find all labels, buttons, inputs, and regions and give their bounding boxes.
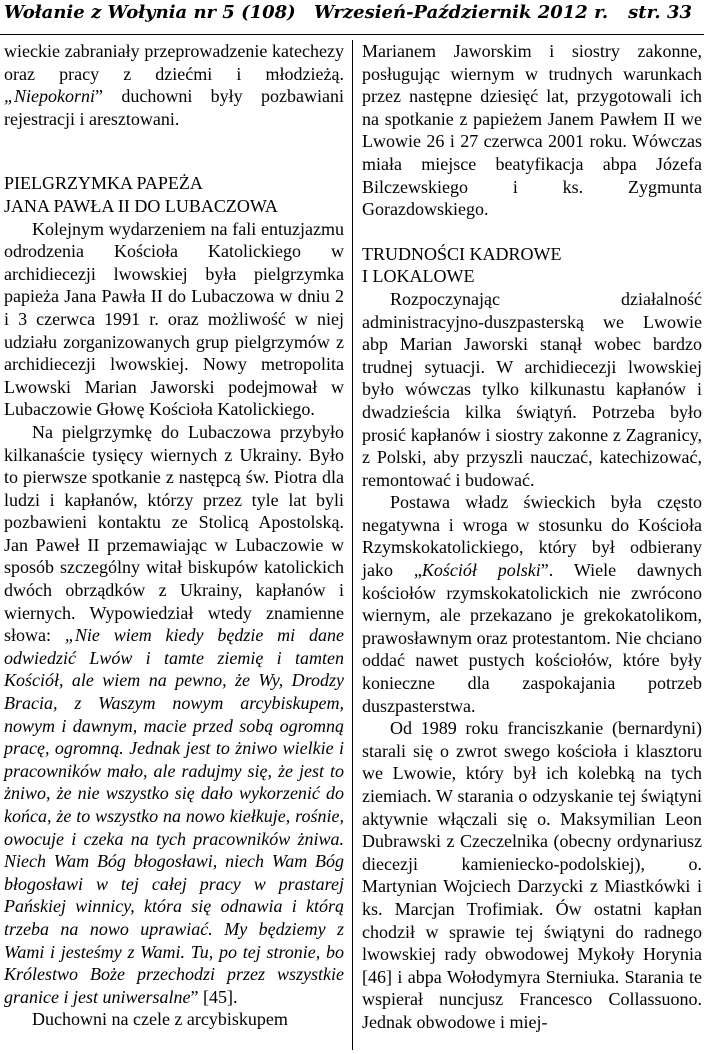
paragraph: Postawa władz świeckich była często negatywna i wroga w stosunku do Kościoła Rzymskokatolickiego, który był odbierany jako „Kościół polski”. Wiele dawnych kościołów rzymskokatolickich nie zwrócono wiernym, ale przekazano je grekokatolikom, prawosławnym oraz protestantom. Nie chciano oddać nawet pustych kościołów, które były konieczne dla zaspokajania potrzeb duszpasterstwa. (362, 492, 702, 716)
section-heading: TRUDNOŚCI KADROWE I LOKALOWE (362, 243, 562, 287)
spacer (362, 221, 702, 243)
spacer (4, 152, 344, 172)
paragraph: Od 1989 roku franciszkanie (bernardyni) starali się o zwrot swego kościoła i klasztoru we Lwowie, który był ich kolebką na tych ziemiach. W starania o odzyskanie tej świątyni aktywnie włączali się o. Maksymilian Leon Dubrawski z Czeczelnika (obecny ordynariusz diecezji kamieniecko-podolskiej), o. Martynian Wojciech Darzycki z Miastkówki i ks. Marcjan Trofimiak. Ów ostatni kapłan chodził w sprawie tej świątyni do radnego lwowskiej rady obwodowej Mykoły Horynia [46] i abpa Wołodymyra Sterniuka. Starania te wspierał nuncjusz Francesco Collassuono. Jednak obwodowe i miej- (362, 718, 702, 1032)
papal-quote: „Nie wiem kiedy będzie mi dane odwiedzić Lwów i tamte ziemię i tamten Kościół, ale wiem na pewno, że Wy, Drodzy Bracia, z Waszym nowym arcybiskupem, nowym i dawnym, macie przed sobą ogromną pracę, ogromną. Jednak jest to żniwo wielkie i pracowników mało, ale radujmy się, że jest to żniwo, że nie wszystko się dało wykorzenić do końca, że to wszystko na nowo kiełkuje, rośnie, owocuje i czeka na tych pracowników żniwa. Niech Wam Bóg błogosławi, niech Wam Bóg błogosławi w tej całej pracy w prastarej Pańskiej winnicy, która się odnawia i którą trzeba na nowo uprawiać. My będziemy z Wami i jesteśmy z Wami. Tu, po tej stronie, bo Królestwo Boże przechodzi przez wszystkie granice i jest uniwersalne (4, 625, 344, 1007)
column-divider (352, 40, 353, 1050)
right-column (362, 40, 702, 1034)
page-number: str. 33 (628, 2, 692, 23)
paragraph: Duchowni na czele z arcybiskupem (32, 1009, 288, 1030)
paragraph-continuation: Marianem Jaworskim i siostry zakonne, posługując wiernym w trudnych warunkach przez następne dziesięć lat, przygotowali ich na spotkanie z papieżem Janem Pawłem II we Lwowie 26 i 27 czerwca 2001 roku. Wówczas miała miejsce beatyfikacja abpa Józefa Bilczewskiego i ks. Zygmunta Gorazdowskiego. (362, 41, 702, 220)
publication-title: Wołanie z Wołynia nr 5 (108) (4, 2, 296, 23)
paragraph-continuation: wieckie zabraniały przeprowadzenie katechezy oraz pracy z dziećmi i młodzieżą. „Niepokorni” duchowni były pozbawiani rejestracji i aresztowani. (4, 41, 344, 129)
issue-date: Wrzesień-Październik 2012 r. (314, 2, 609, 23)
paragraph: Rozpoczynając działalność administracyjno-duszpasterską we Lwowie abp Marian Jaworski stanął wobec bardzo trudnej sytuacji. W archidiecezji lwowskiej było wówczas tylko kilkunastu kapłanów i dwadzieścia kilka świątyń. Potrzeba było prosić kapłanów i siostry zakonne z Zagranicy, z Polski, aby przyszli nauczać, katechizować, remontować i budować. (362, 288, 702, 490)
spacer (4, 130, 344, 152)
paragraph: Kolejnym wydarzeniem na fali entuzjazmu odrodzenia Kościoła Katolickiego w archidiecezji lwowskiej była pielgrzymka papieża Jana Pawła II do Lubaczowa w dniu 2 i 3 czerwca 1991 r. oraz możliwość w niej udziału zorganizowanych grup pielgrzymów z archidiecezji lwowskiej. Nowy metropolita Lwowski Marian Jaworski podejmował w Lubaczowie Głowę Kościoła Katolickiego. (4, 218, 344, 420)
paragraph-with-quote: Na pielgrzymkę do Lubaczowa przybyło kilkanaście tysięcy wiernych z Ukrainy. Było to pierwsze spotkanie z następcą św. Piotra dla ludzi i kapłanów, którzy przez tyle lat byli pozbawieni kontaktu ze Stolicą Apostolską. Jan Paweł II przemawiając w Lubaczowie w sposób szczególny witał biskupów katolickich dwóch obrządków z Ukrainy, kapłanów i wiernych. Wypowiedział wtedy znamienne słowa: „Nie wiem kiedy będzie mi dane odwiedzić Lwów i tamte ziemię i tamten Kościół, ale wiem na pewno, że Wy, Drodzy Bracia, z Waszym nowym arcybiskupem, nowym i dawnym, macie przed sobą ogromną pracę, ogromną. Jednak jest to żniwo wielkie i pracowników mało, ale radujmy się, że jest to żniwo, że nie wszystko się dało wykorzenić do końca, że to wszystko na nowo kiełkuje, rośnie, owocuje i czeka na tych pracowników żniwa. Niech Wam Bóg błogosławi, niech Wam Bóg błogosławi w tej całej pracy w prastarej Pańskiej winnicy, która się odnawia i którą trzeba na nowo uprawiać. My będziemy z Wami i jesteśmy z Wami. Tu, po tej stronie, bo Królestwo Boże przechodzi przez wszystkie granice i jest uniwersalne” [45]. (4, 421, 344, 1007)
page-header (0, 0, 704, 35)
left-column (4, 40, 344, 1031)
section-heading: PIELGRZYMKA PAPEŻA JANA PAWŁA II DO LUBACZOWA (4, 173, 278, 216)
